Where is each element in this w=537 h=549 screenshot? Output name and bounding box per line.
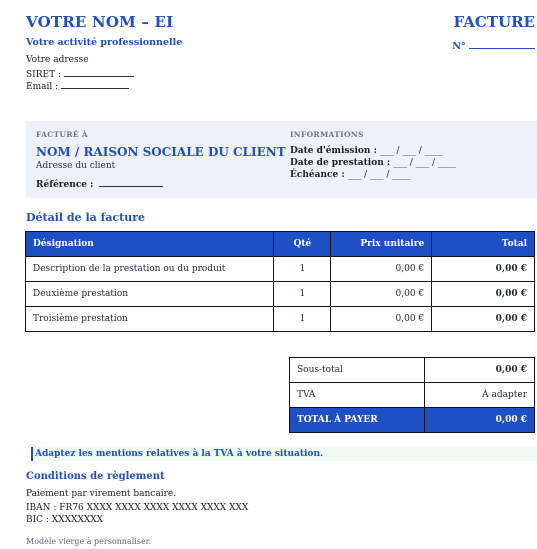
- service-date-label: Date de prestation :: [290, 158, 391, 168]
- invoice-title: FACTURE: [453, 13, 535, 31]
- header-unit-price: Prix unitaire: [331, 232, 432, 257]
- invoice-number-label: N°: [452, 41, 466, 52]
- billed-to-label: FACTURÉ À: [36, 130, 88, 139]
- subtotal-label: Sous-total: [290, 358, 425, 383]
- tva-value: À adapter: [425, 383, 535, 408]
- subtotal-value: 0,00 €: [425, 358, 535, 383]
- company-name: VOTRE NOM – EI: [26, 13, 174, 31]
- issue-date-label: Date d'émission :: [290, 146, 377, 156]
- items-header-row: [26, 232, 535, 257]
- totals-table: [289, 357, 535, 433]
- grand-total-label: TOTAL À PAYER: [290, 408, 425, 433]
- reference-blank: [99, 177, 163, 187]
- client-address: Adresse du client: [36, 161, 116, 171]
- tva-note: Adaptez les mentions relatives à la TVA à votre situation.: [31, 447, 537, 461]
- email-blank: [61, 79, 129, 89]
- item-total: 0,00 €: [432, 282, 535, 307]
- header-quantity: Qté: [274, 232, 331, 257]
- client-info-box: [26, 121, 537, 198]
- table-row: [26, 282, 535, 307]
- item-unit-price: 0,00 €: [331, 282, 432, 307]
- client-reference: [36, 177, 163, 190]
- invoice-number: [452, 39, 535, 52]
- footer-note: Modèle vierge à personnaliser.: [26, 537, 152, 546]
- issue-date-value: ___ / ___ / ____: [380, 146, 443, 156]
- item-total: 0,00 €: [432, 257, 535, 282]
- payment-iban: IBAN : FR76 XXXX XXXX XXXX XXXX XXXX XXX: [26, 503, 249, 513]
- reference-label: Référence :: [36, 180, 94, 190]
- item-unit-price: 0,00 €: [331, 307, 432, 332]
- item-quantity: 1: [274, 307, 331, 332]
- item-quantity: 1: [274, 282, 331, 307]
- item-designation: Troisième prestation: [26, 307, 274, 332]
- issue-date: [290, 146, 443, 156]
- company-activity: Votre activité professionnelle: [26, 37, 183, 48]
- grand-total-value: 0,00 €: [425, 408, 535, 433]
- table-row: [26, 257, 535, 282]
- payment-method: Paiement par virement bancaire.: [26, 489, 177, 499]
- grand-total-row: [290, 408, 535, 433]
- item-unit-price: 0,00 €: [331, 257, 432, 282]
- informations-label: INFORMATIONS: [290, 130, 364, 139]
- siret-label: SIRET :: [26, 70, 61, 80]
- items-table: [25, 231, 535, 332]
- service-date-value: ___ / ___ / ____: [393, 158, 456, 168]
- table-row: [26, 307, 535, 332]
- item-total: 0,00 €: [432, 307, 535, 332]
- service-date: [290, 158, 456, 168]
- seller-address: Votre adresse: [26, 55, 89, 65]
- payment-bic: BIC : XXXXXXXX: [26, 515, 104, 525]
- payment-conditions-title: Conditions de règlement: [26, 471, 165, 482]
- invoice-number-blank: [469, 39, 535, 49]
- due-date-label: Échéance :: [290, 170, 345, 180]
- due-date-value: ___ / ___ / ____: [347, 170, 411, 180]
- header-designation: Désignation: [26, 232, 274, 257]
- subtotal-row: [290, 358, 535, 383]
- seller-email: [26, 79, 129, 92]
- header-total: Total: [432, 232, 535, 257]
- item-designation: Description de la prestation ou du produit: [26, 257, 274, 282]
- tva-row: [290, 383, 535, 408]
- details-title: Détail de la facture: [26, 211, 146, 224]
- client-name: NOM / RAISON SOCIALE DU CLIENT: [36, 145, 286, 159]
- due-date: [290, 170, 410, 180]
- email-label: Email :: [26, 82, 59, 92]
- item-designation: Deuxième prestation: [26, 282, 274, 307]
- item-quantity: 1: [274, 257, 331, 282]
- siret-blank: [64, 67, 134, 77]
- tva-label: TVA: [290, 383, 425, 408]
